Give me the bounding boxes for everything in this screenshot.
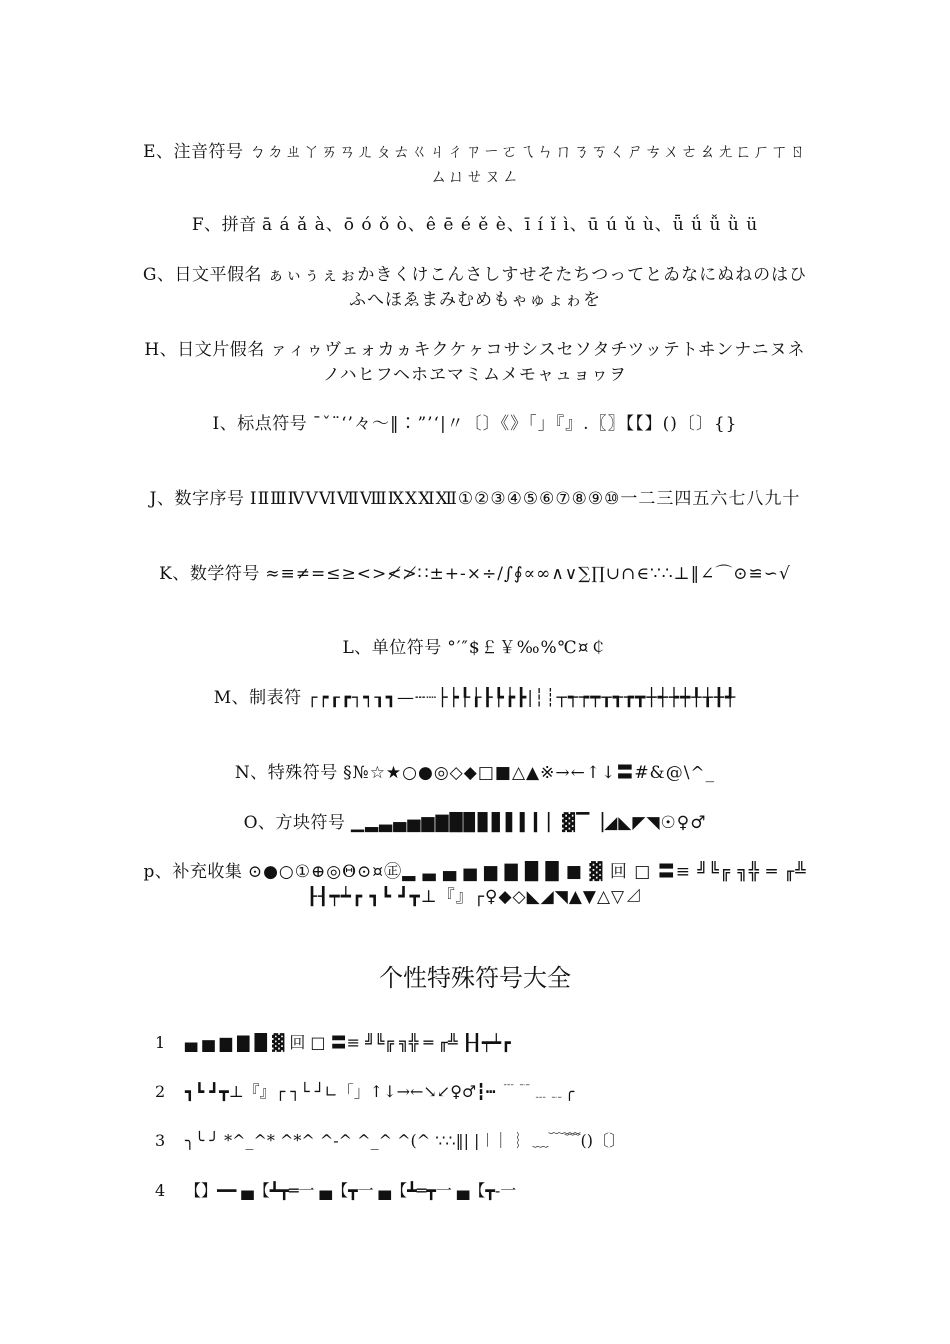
section-symbols: ˉˇ¨‘’々～‖∶”’‘|〃〔〕《》「」『』.〖〗【【】()〔〕{} bbox=[312, 414, 738, 434]
row-symbols: ┓┗ ┛┳⊥『』┌ ┐└ ┘∟「」↑↓→←↘↙♀♂┇┅ ﹉﹊﹍﹎╭ bbox=[185, 1082, 575, 1101]
section-label: H、日文片假名 bbox=[144, 340, 265, 360]
section-label: M、制表符 bbox=[213, 688, 302, 708]
section-label: E、注音符号 bbox=[143, 142, 244, 162]
section-label: K、数学符号 bbox=[159, 564, 260, 584]
section-symbols: ⅠⅡⅢⅣⅤⅥⅦⅧⅨⅩⅪⅫ①②③④⑤⑥⑦⑧⑨⑩一二三四五六七八九十 bbox=[249, 489, 801, 509]
section-label: p、补充收集 bbox=[143, 862, 243, 882]
section-punctuation bbox=[140, 412, 810, 437]
section-label: O、方块符号 bbox=[243, 813, 346, 833]
row-number: 3 bbox=[155, 1131, 166, 1150]
section-label: F、拼音 bbox=[191, 215, 257, 235]
section-hiragana bbox=[140, 263, 810, 313]
section-symbols: ァィゥヴェォカヵキクケヶコサシスセソタチツッテトヰンナニヌネノハヒフヘホヱマミムメモャュョヮヲ bbox=[270, 340, 806, 385]
section-label: L、单位符号 bbox=[342, 638, 442, 658]
section-math bbox=[140, 562, 810, 587]
section-pinyin bbox=[140, 213, 810, 238]
section-symbols: °′″$￡￥‰%℃¤￠ bbox=[447, 638, 608, 658]
row-number: 2 bbox=[155, 1082, 166, 1101]
section-label: I、标点符号 bbox=[212, 414, 308, 434]
row-number: 4 bbox=[155, 1181, 166, 1200]
section-symbols: §№☆★○●◎◇◆□■△▲※→←↑↓〓#&@\^_ bbox=[343, 763, 716, 783]
section-label: J、数字序号 bbox=[149, 489, 245, 509]
section-special bbox=[140, 761, 810, 786]
section-box-drawing bbox=[140, 686, 810, 711]
section-label: G、日文平假名 bbox=[142, 265, 262, 285]
section-symbols: ▁▂▃▄▅▆▇█▉▊▋▌▍▎▏▓▔▕◢◣◤◥☉♀♂ bbox=[350, 813, 707, 833]
page-title: 个性特殊符号大全 bbox=[379, 964, 571, 992]
section-blocks bbox=[140, 811, 810, 836]
list-item bbox=[155, 1030, 815, 1056]
row-symbols: ╮╰ ╯ *^_^* ^*^ ^-^ ^_^ ^(^ ∵∴‖| |︱ ︳︴﹏﹋﹌()〔〕 bbox=[185, 1131, 626, 1150]
section-supplement bbox=[140, 860, 810, 910]
row-symbols: ▄ ▅ ▆ ▇ █ ▓ 回 □ 〓≡ ╝╚╔ ╗╬ ═ ╓╩ ┠┨┯┷┏ bbox=[185, 1033, 511, 1052]
section-units bbox=[140, 636, 810, 661]
list-item bbox=[155, 1079, 815, 1105]
section-symbols: ≈≡≠=≤≥<>≮≯∷±+-×÷/∫∮∝∞∧∨∑∏∪∩∈∵∴⊥‖∠⌒⊙≌∽√ bbox=[265, 564, 791, 584]
list-item bbox=[155, 1128, 815, 1154]
row-symbols: 【】━━ ▄【┻┳═一 ▄【┳一 ▄【┻═┳一 ▄【┳-一 bbox=[185, 1181, 517, 1200]
row-number: 1 bbox=[155, 1033, 166, 1052]
section-numerals bbox=[140, 487, 810, 512]
section-label: N、特殊符号 bbox=[234, 763, 338, 783]
section-symbols: ぁぃぅぇぉかきくけこんさしすせそたちつってとゐなにぬねのはひふへほゑまみむめもゃゅょゎを bbox=[267, 265, 808, 310]
list-item bbox=[155, 1178, 815, 1204]
section-symbols: ā á ǎ à、ō ó ǒ ò、ê ē é ě è、ī í ǐ ì、ū ú ǔ ù、ǖ ǘ ǚ ǜ ü bbox=[262, 215, 759, 235]
section-symbols: ┌┍┎┏┐┑┒┓—┄┈├┝┞┟┠┡┢┣|┆┊┬┭┮┯┰┱┲┳┼┽┾┿╀╁╂╃ bbox=[307, 688, 737, 708]
section-katakana bbox=[140, 338, 810, 388]
section-symbols: ⊙●○①⊕◎Θ⊙¤㊣▂ ▃ ▄ ▅ ▆ ▇ █ █ ■ ▓ 回 □ 〓≡ ╝╚╔ ╗╬ ═ ╓╩ ┠┨┯┷┏ ┓┗ ┛┳⊥『』┌♀◆◇◣◢◥▲▼△▽⊿ bbox=[247, 862, 807, 907]
section-zhuyin bbox=[140, 140, 810, 190]
section-symbols: ㄅㄉㄓㄚㄞㄢㄦㄆㄊㄍㄐㄔㄗㄧㄛㄟㄣㄇㄋㄎㄑㄕㄘㄨㄜㄠㄤㄈㄏㄒㄖㄙㄩㄝㄡㄥ bbox=[248, 142, 807, 187]
